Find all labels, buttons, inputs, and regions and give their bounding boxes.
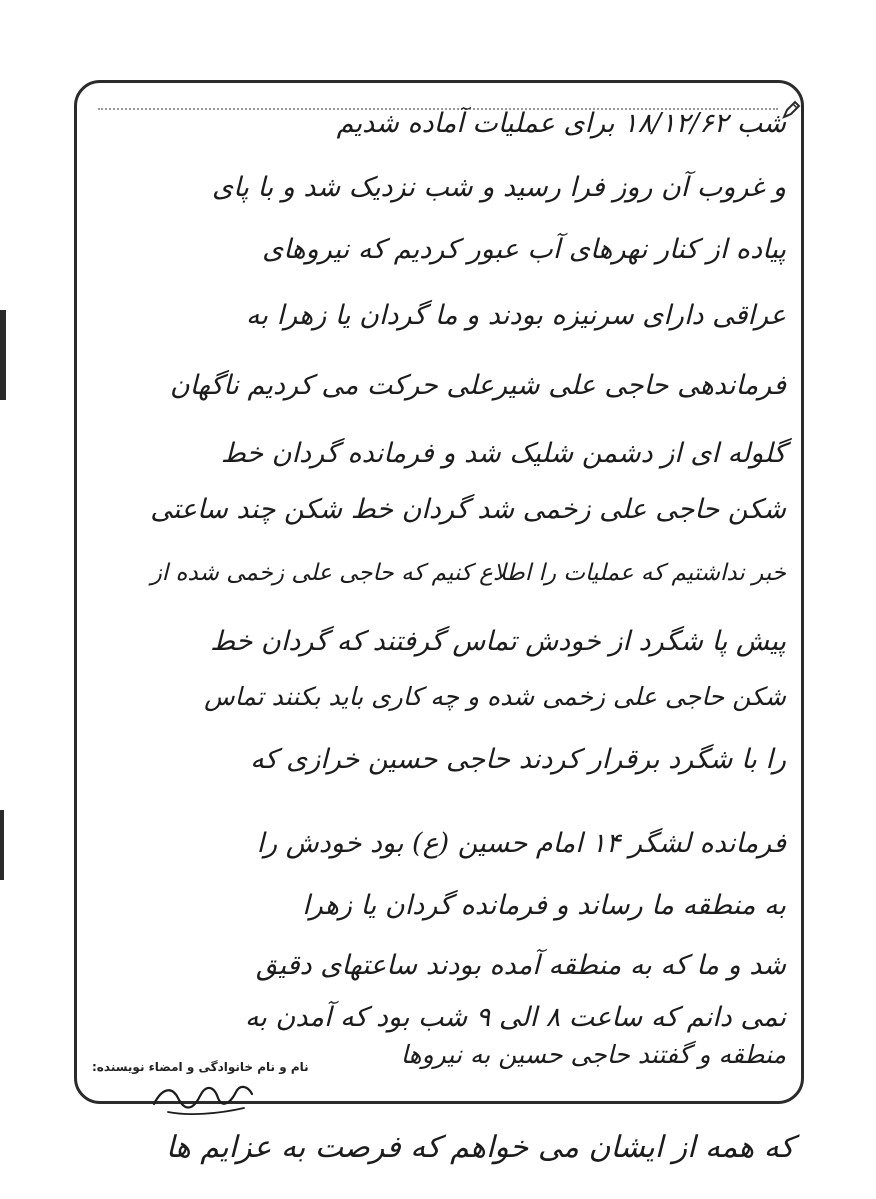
handwritten-line: و غروب آن روز فرا رسید و شب نزدیک شد و با پای bbox=[212, 172, 786, 203]
handwritten-line: شکن حاجی علی زخمی شده و چه کاری باید بکنند تماس bbox=[204, 682, 786, 711]
handwritten-line: نمی دانم که ساعت ۸ الی ۹ شب بود که آمدن به bbox=[244, 1002, 786, 1033]
handwritten-line: شکن حاجی علی زخمی شد گردان خط شکن چند ساعتی bbox=[150, 494, 786, 525]
handwritten-line-outside: که همه از ایشان می خواهم که فرصت به عزایم ها bbox=[165, 1130, 795, 1165]
handwritten-line: پیش پا شگرد از خودش تماس گرفتند که گردان خط bbox=[210, 626, 786, 657]
signature-label: نام و نام خانوادگی و امضاء نویسنده: bbox=[92, 1060, 309, 1074]
handwritten-line: به منطقه ما رساند و فرمانده گردان یا زهرا bbox=[302, 890, 786, 921]
handwritten-line: گلوله ای از دشمن شلیک شد و فرمانده گردان خط bbox=[220, 438, 786, 469]
author-signature bbox=[148, 1074, 258, 1120]
scan-mark-bottom bbox=[0, 810, 4, 880]
handwritten-line: پیاده از کنار نهرهای آب عبور کردیم که نیروهای bbox=[262, 234, 786, 265]
handwritten-line: شب ۱۸/۱۲/۶۲ برای عملیات آماده شدیم bbox=[336, 108, 786, 139]
scan-mark-top bbox=[0, 310, 6, 400]
handwritten-line: شد و ما که به منطقه آمده بودند ساعتهای دقیق bbox=[256, 950, 786, 981]
handwritten-line: را با شگرد برقرار کردند حاجی حسین خرازی که bbox=[250, 744, 786, 775]
handwritten-line: خبر نداشتیم که عملیات را اطلاع کنیم که حاجی علی زخمی شده از bbox=[150, 560, 786, 586]
handwritten-line: فرمانده لشگر ۱۴ امام حسین (ع) بود خودش را bbox=[256, 828, 786, 859]
handwritten-line: فرماندهی حاجی علی شیرعلی حرکت می کردیم ناگهان bbox=[169, 370, 786, 401]
handwritten-line: منطقه و گفتند حاجی حسین به نیروها bbox=[400, 1040, 786, 1069]
handwritten-line: عراقی دارای سرنیزه بودند و ما گردان یا زهرا به bbox=[246, 300, 786, 331]
